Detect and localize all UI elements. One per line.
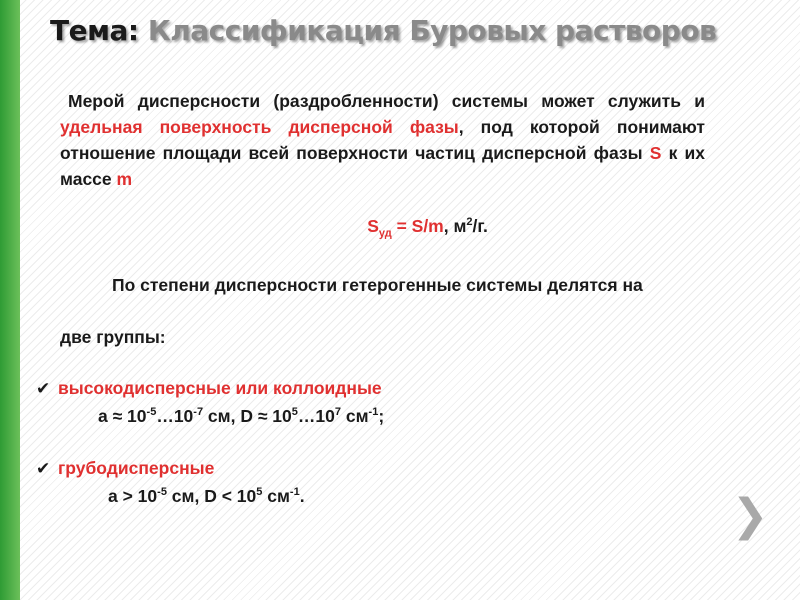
formula-units: , $м^2/г$. xyxy=(443,216,488,236)
next-slide-button[interactable] xyxy=(730,488,770,544)
variable-m: m xyxy=(116,169,133,189)
group-name: грубодисперсные xyxy=(58,458,215,478)
text-run: , под которой понимают отношение площади всей поверхности частиц дисперсной фазы xyxy=(60,117,705,163)
paragraph-groups-intro-end: две группы: xyxy=(60,327,166,347)
title-label: Тема: xyxy=(50,14,139,47)
slide-title xyxy=(50,14,750,47)
group-item-colloidal xyxy=(36,378,382,399)
text-run: к их массе xyxy=(60,143,705,189)
checkmark-icon: ✔ xyxy=(36,379,51,399)
formula xyxy=(0,216,800,240)
group-range-colloidal: $a \approx 10^{-5}\dots 10^{-7}$ см, $D \approx 10^5\dots 10^7$ $см^{-1}$; xyxy=(98,406,385,426)
title-subject: Классификация Буровых растворов xyxy=(147,14,717,47)
group-name: высокодисперсные или коллоидные xyxy=(58,378,382,398)
formula-symbol: $S_{уд} = S/m$ xyxy=(367,216,444,240)
paragraph-groups-intro: По степени дисперсности гетерогенные системы делятся на xyxy=(112,275,643,295)
chevron-right-icon: ❯ xyxy=(731,490,769,541)
group-range-coarse: $a > 10^{-5}$ см, $D < 10^5$ $см^{-1}$. xyxy=(108,486,305,506)
variable-s: S xyxy=(649,143,662,163)
text-run: Мерой дисперсности (раздробленности) системы может служить и xyxy=(68,91,705,111)
group-item-coarse xyxy=(36,458,214,479)
left-accent-bar xyxy=(0,0,20,600)
paragraph-specific-surface xyxy=(60,88,705,192)
checkmark-icon: ✔ xyxy=(36,459,51,479)
term-specific-surface: удельная поверхность дисперсной фазы xyxy=(60,117,459,137)
